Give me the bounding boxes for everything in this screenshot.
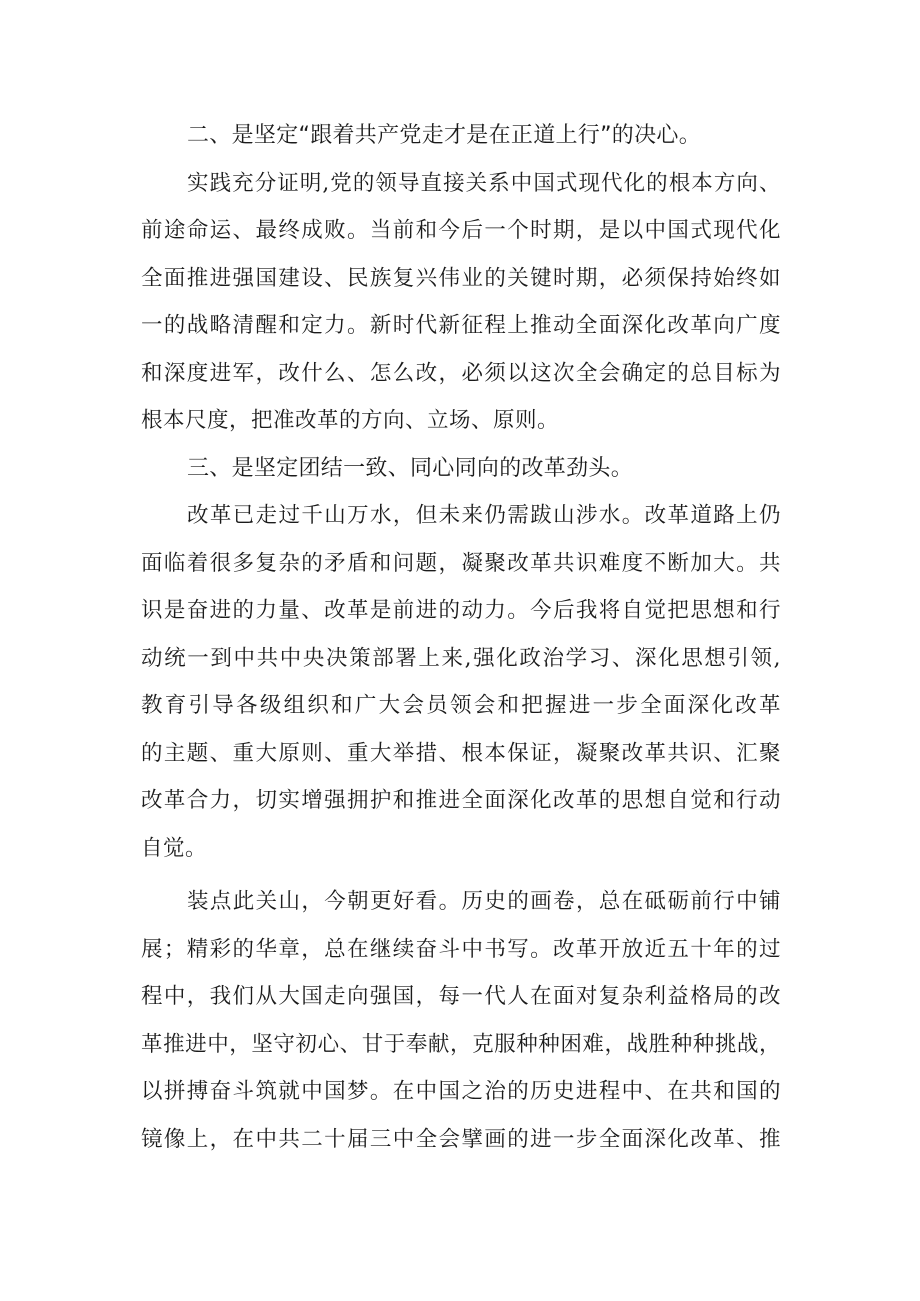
text-line: 展；精彩的华章，总在继续奋斗中书写。改革开放近五十年的过 (141, 936, 781, 962)
text-line: 程中，我们从大国走向强国，每一代人在面对复杂利益格局的改 (141, 984, 781, 1009)
document-body (141, 112, 781, 1163)
paragraph-closing (141, 878, 781, 1163)
text-line: 改革合力，切实增强拥护和推进全面深化改革的思想自觉和行动 (141, 788, 781, 813)
text-line: 前途命运、最终成败。当前和今后一个时期，是以中国式现代化 (141, 218, 781, 243)
paragraph-section-3 (141, 492, 781, 872)
text-line: 的主题、重大原则、重大举措、根本保证，凝聚改革共识、汇聚 (141, 740, 781, 766)
text-line: 全面推进强国建设、民族复兴伟业的关键时期，必须保持始终如 (141, 265, 781, 291)
text-line: 实践充分证明,党的领导直接关系中国式现代化的根本方向、 (187, 170, 781, 196)
text-line: 教育引导各级组织和广大会员领会和把握进一步全面深化改革 (141, 693, 781, 718)
text-line: 改革已走过千山万水，但未来仍需跋山涉水。改革道路上仍 (187, 503, 781, 528)
text-line: 一的战略清醒和定力。新时代新征程上推动全面深化改革向广度 (141, 313, 781, 338)
text-line: 以拼搏奋斗筑就中国梦。在中国之治的历史进程中、在共和国的 (141, 1079, 781, 1104)
text-line: 镜像上，在中共二十届三中全会擘画的进一步全面深化改革、推 (141, 1126, 781, 1152)
section-heading-3: 三、是坚定团结一致、同心同向的改革劲头。 (187, 455, 634, 481)
text-line: 自觉。 (141, 835, 208, 861)
section-heading-2: 二、是坚定“跟着共产党走才是在正道上行”的决心。 (187, 123, 701, 148)
text-line: 革推进中，坚守初心、甘于奉献，克服种种困难，战胜种种挑战， (141, 1031, 781, 1057)
paragraph-section-2 (141, 160, 781, 445)
text-line: 根本尺度，把准改革的方向、立场、原则。 (141, 408, 560, 433)
text-line: 装点此关山，今朝更好看。历史的画卷，总在砥砺前行中铺 (187, 889, 781, 914)
text-line: 和深度进军，改什么、怎么改，必须以这次全会确定的总目标为 (141, 360, 781, 386)
text-line: 动统一到中共中央决策部署上来,强化政治学习、深化思想引领, (141, 645, 781, 671)
text-line: 识是奋进的力量、改革是前进的动力。今后我将自觉把思想和行 (141, 598, 781, 623)
text-line: 面临着很多复杂的矛盾和问题，凝聚改革共识难度不断加大。共 (141, 550, 781, 576)
